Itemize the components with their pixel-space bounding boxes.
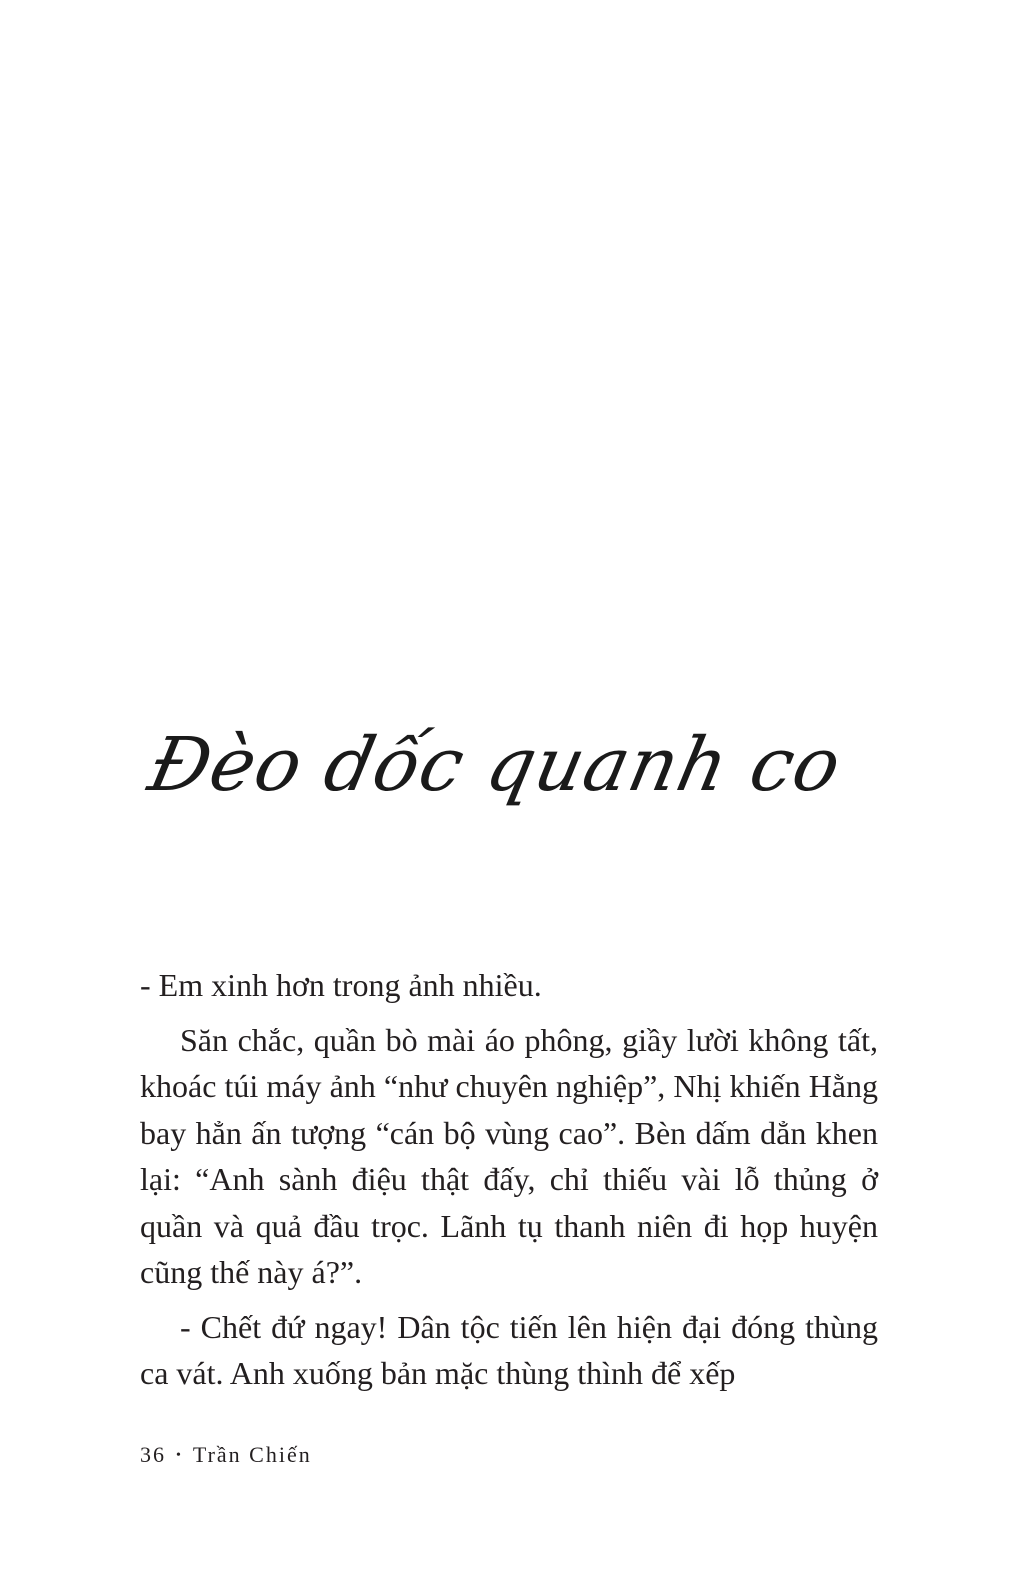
footer-separator: • <box>176 1448 183 1463</box>
paragraph-1: - Em xinh hơn trong ảnh nhiều. <box>140 967 542 1003</box>
paragraph-3: - Chết đứ ngay! Dân tộc tiến lên hiện đại đóng thùng ca vát. Anh xuống bản mặc thùng thình để xếp <box>140 1308 878 1391</box>
page-footer <box>140 1440 312 1471</box>
page-number: 36 <box>140 1442 166 1467</box>
paragraph-2: Săn chắc, quần bò mài áo phông, giầy lười không tất, khoác túi máy ảnh “như chuyên nghiệp”, Nhị khiến Hằng bay hẳn ấn tượng “cán bộ vùng cao”. Bèn dấm dẳn khen lại: “Anh sành điệu thật đấy, chỉ thiếu vài lỗ thủng ở quần và quả đầu trọc. Lãnh tụ thanh niên đi họp huyện cũng thế này á?”. <box>140 1021 878 1290</box>
body-text <box>140 962 878 1405</box>
chapter-title: Đèo dốc quanh co <box>141 722 849 808</box>
author-name: Trần Chiến <box>192 1442 312 1467</box>
